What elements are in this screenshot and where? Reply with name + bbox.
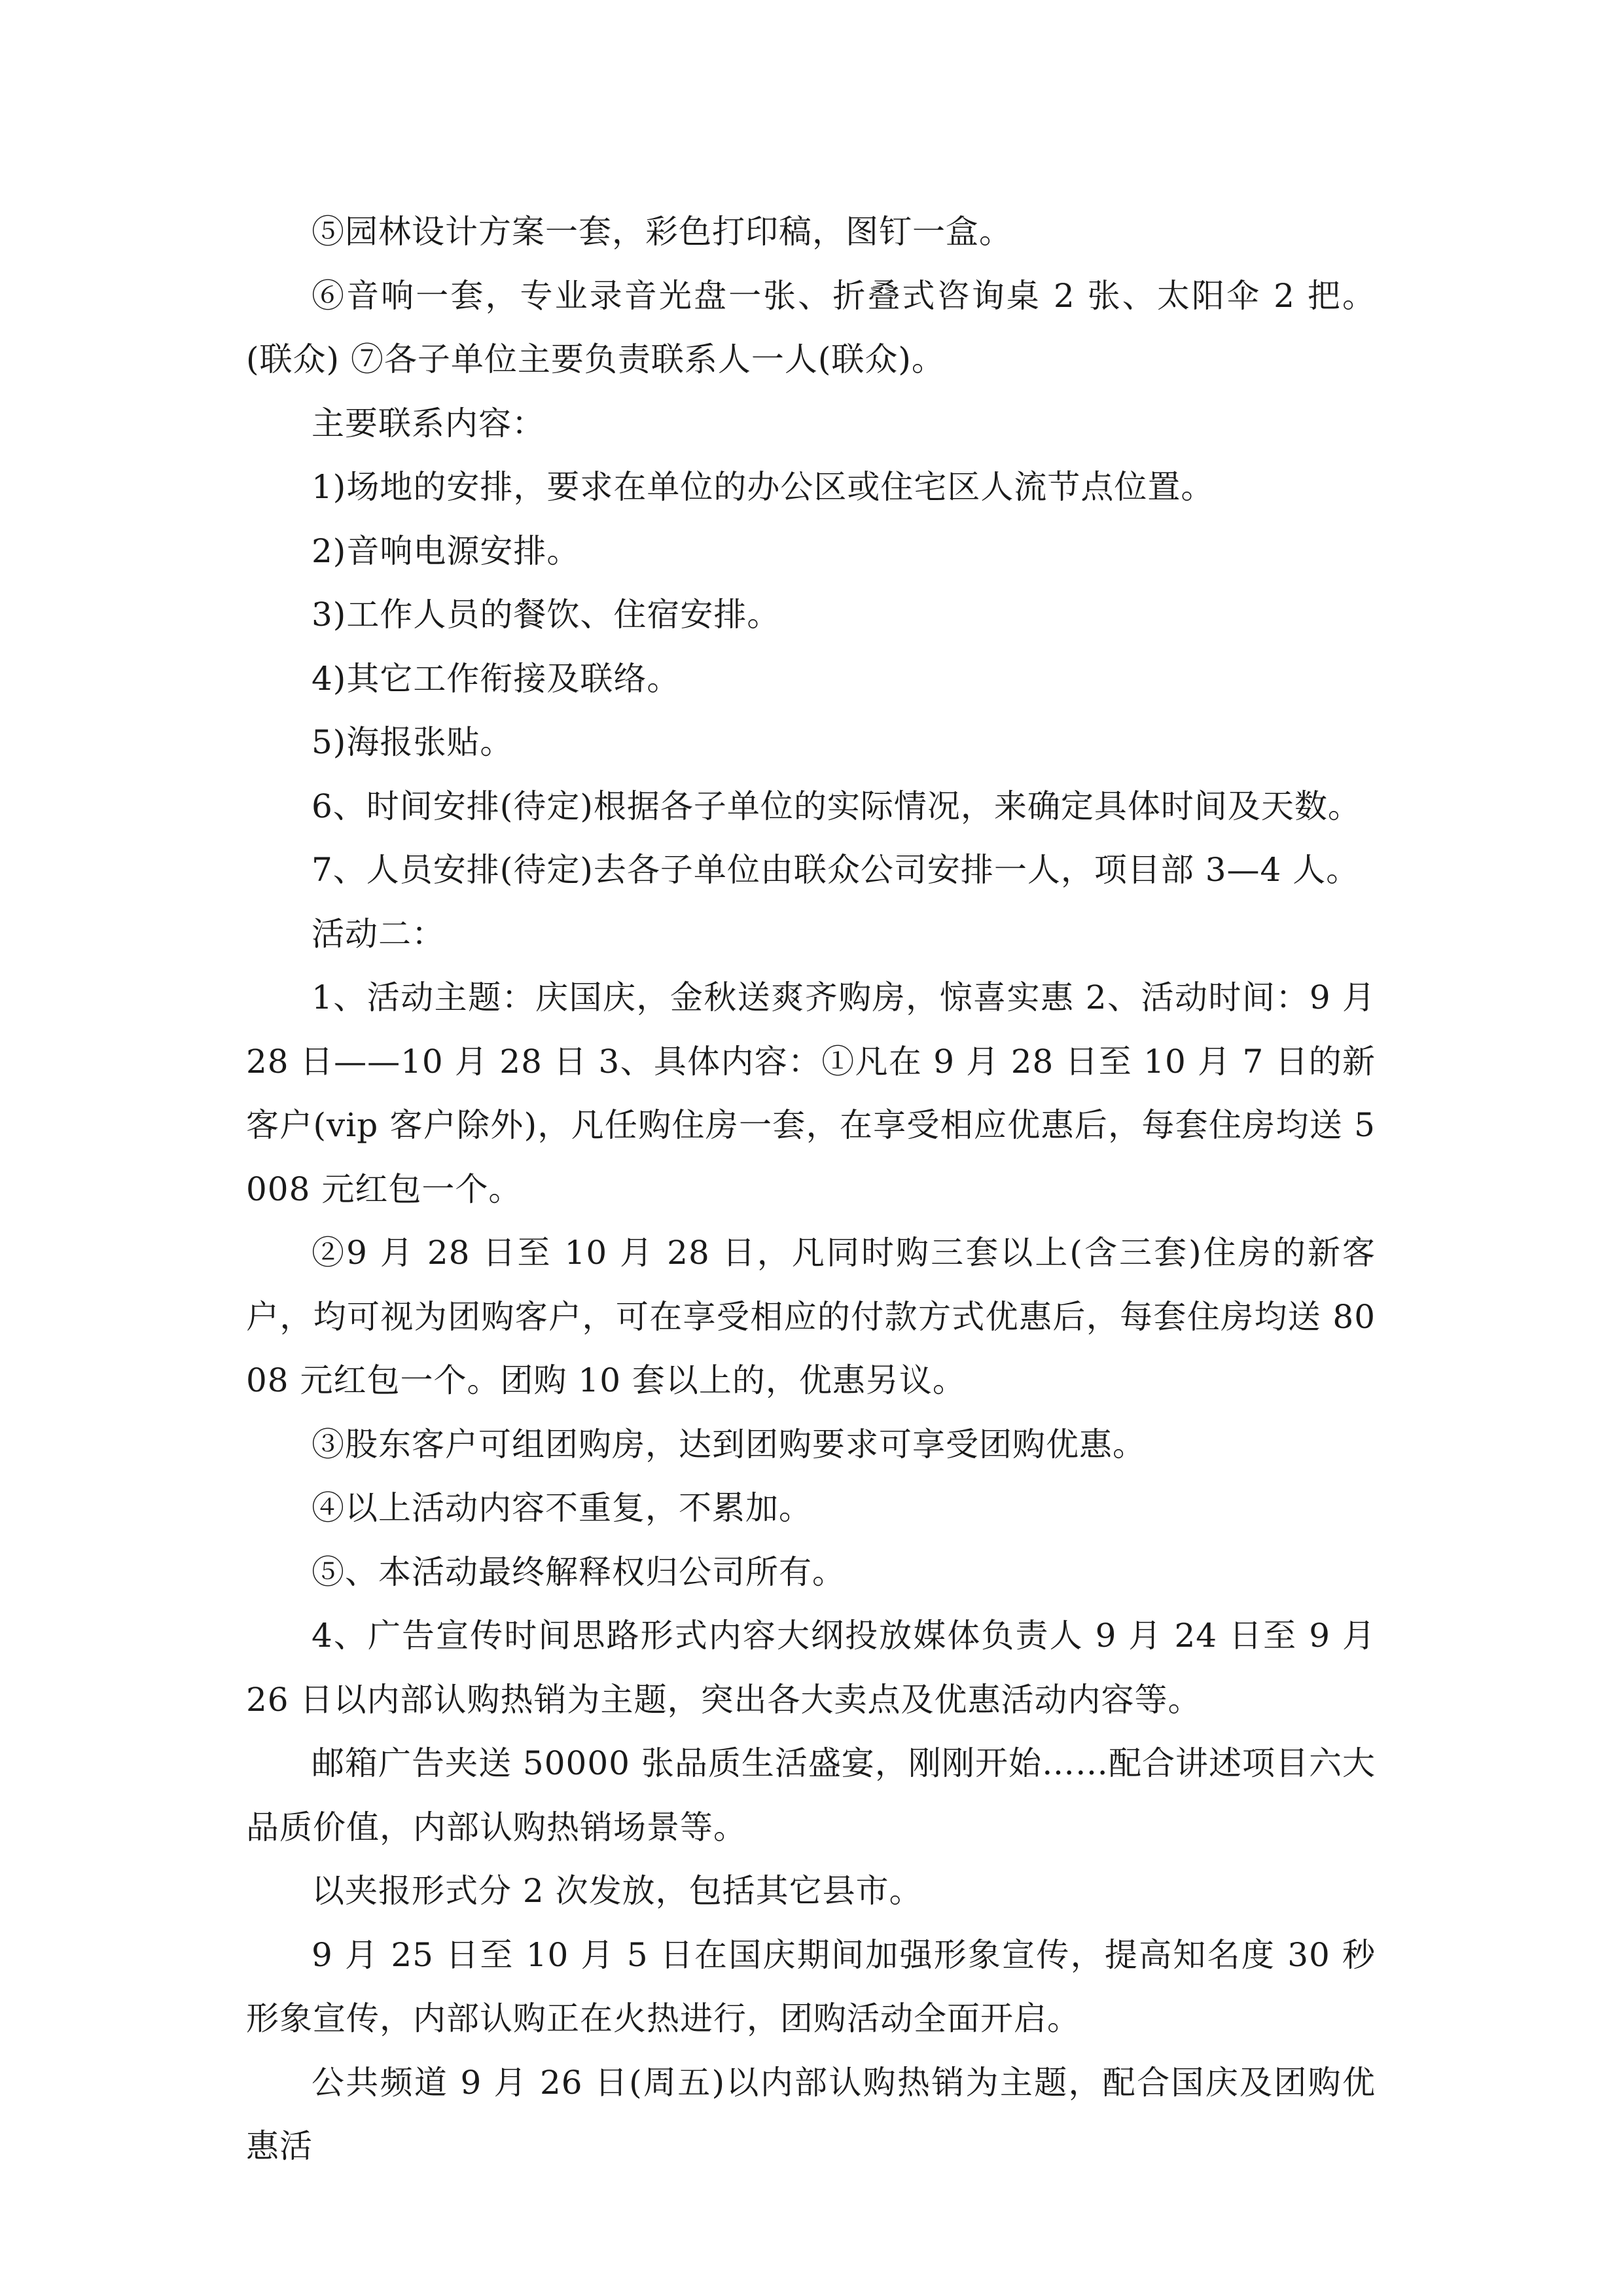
paragraph: 以夹报形式分 2 次发放，包括其它县市。 (312, 1872, 923, 1910)
paragraph: ⑥音响一套，专业录音光盘一张、折叠式咨询桌 2 张、太阳伞 2 把。(联众) ⑦各子单位主要负责联系人一人(联众)。 (246, 276, 1376, 378)
paragraph: 4)其它工作衔接及联络。 (312, 659, 681, 698)
paragraph: 5)海报张贴。 (312, 723, 514, 761)
paragraph: 2)音响电源安排。 (312, 531, 580, 570)
paragraph: 1、活动主题：庆国庆，金秋送爽齐购房，惊喜实惠 2、活动时间：9 月 28 日——10 月 28 日 3、具体内容：①凡在 9 月 28 日至 10 月 7 日的新客户(vip 客户除外)，凡任购住房一套，在享受相应优惠后，每套住房均送 5008 元红包一个。 (246, 978, 1376, 1208)
paragraph: 6、时间安排(待定)根据各子单位的实际情况，来确定具体时间及天数。 (312, 787, 1361, 825)
paragraph: ⑤、本活动最终解释权归公司所有。 (312, 1552, 846, 1591)
paragraph: ③股东客户可组团购房，达到团购要求可享受团购优惠。 (312, 1425, 1146, 1463)
paragraph: 3)工作人员的餐饮、住宿安排。 (312, 596, 781, 634)
paragraph: 公共频道 9 月 26 日(周五)以内部认购热销为主题，配合国庆及团购优惠活 (246, 2063, 1376, 2165)
paragraph: ④以上活动内容不重复，不累加。 (312, 1489, 812, 1527)
paragraph: ②9 月 28 日至 10 月 28 日，凡同时购三套以上(含三套)住房的新客户，均可视为团购客户，可在享受相应的付款方式优惠后，每套住房均送 8008 元红包一个。团购 10 套以上的，优惠另议。 (246, 1234, 1376, 1399)
paragraph: ⑤园林设计方案一套，彩色打印稿，图钉一盒。 (312, 213, 1012, 251)
paragraph: 7、人员安排(待定)去各子单位由联众公司安排一人，项目部 3—4 人。 (312, 851, 1360, 889)
paragraph: 9 月 25 日至 10 月 5 日在国庆期间加强形象宣传，提高知名度 30 秒形象宣传，内部认购正在火热进行，团购活动全面开启。 (246, 1935, 1376, 2037)
paragraph: 1)场地的安排，要求在单位的办公区或住宅区人流节点位置。 (312, 468, 1215, 506)
paragraph: 主要联系内容： (312, 404, 545, 442)
paragraph: 活动二： (312, 914, 445, 953)
document-body (246, 200, 1376, 2179)
paragraph: 4、广告宣传时间思路形式内容大纲投放媒体负责人 9 月 24 日至 9 月 26 日以内部认购热销为主题，突出各大卖点及优惠活动内容等。 (246, 1617, 1376, 1719)
paragraph: 邮箱广告夹送 50000 张品质生活盛宴，刚刚开始……配合讲述项目六大品质价值，内部认购热销场景等。 (246, 1744, 1376, 1846)
